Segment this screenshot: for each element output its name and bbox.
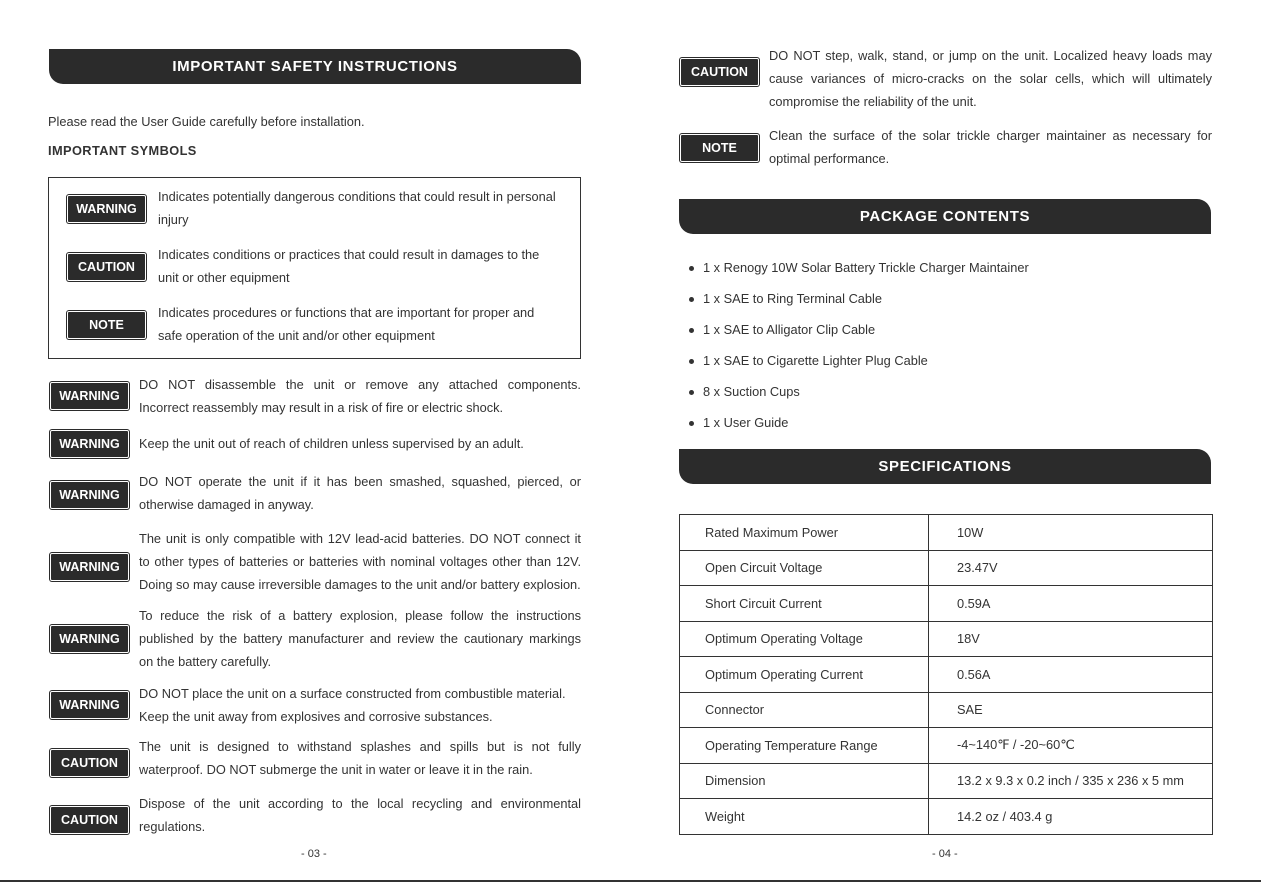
warning-label: WARNING (50, 691, 129, 719)
warning-label: WARNING (50, 382, 129, 410)
symbol-note-description: Indicates procedures or functions that are important for proper and safe operation of the unit and/or other equipment (158, 305, 535, 343)
page-number: - 04 - (932, 848, 958, 860)
intro-text: Please read the User Guide carefully before installation. (48, 114, 365, 129)
right-page (630, 0, 1261, 883)
safety-instructions-header: IMPORTANT SAFETY INSTRUCTIONS (49, 49, 581, 84)
list-item: 1 x SAE to Cigarette Lighter Plug Cable (689, 353, 1189, 384)
symbols-title: IMPORTANT SYMBOLS (48, 143, 197, 158)
instruction-text: DO NOT operate the unit if it has been smashed, squashed, pierced, or otherwise damaged in anyway. (139, 474, 581, 512)
table-row: Short Circuit Current 0.59A (680, 586, 1213, 622)
caution-notice-text: DO NOT step, walk, stand, or jump on the unit. Localized heavy loads may cause variances of micro-cracks on the solar cells, which will ultimately compromise the reliability of the unit. (769, 48, 1212, 109)
instruction-text: DO NOT place the unit on a surface constructed from combustible material. Keep the unit away from explosives and corrosive substances. (139, 686, 566, 724)
specifications-header: SPECIFICATIONS (679, 449, 1211, 484)
instruction-text: Keep the unit out of reach of children unless supervised by an adult. (139, 436, 524, 451)
instruction-text: DO NOT disassemble the unit or remove any attached components. Incorrect reassembly may result in a risk of fire or electric shock. (139, 377, 581, 415)
instruction-text: The unit is only compatible with 12V lead-acid batteries. DO NOT connect it to other types of batteries or batteries with nominal voltages other than 12V. Doing so may cause irreversible damages to the unit and/or battery explosion. (139, 531, 581, 592)
note-notice-text: Clean the surface of the solar trickle charger maintainer as necessary for optimal performance. (769, 128, 1212, 166)
list-item: 1 x Renogy 10W Solar Battery Trickle Charger Maintainer (689, 260, 1189, 291)
page-number: - 03 - (301, 848, 327, 860)
bottom-border-line (0, 880, 1261, 882)
table-row: Weight 14.2 oz / 403.4 g (680, 799, 1213, 835)
note-label: NOTE (67, 311, 146, 339)
table-row: Dimension 13.2 x 9.3 x 0.2 inch / 335 x 236 x 5 mm (680, 763, 1213, 799)
table-row: Rated Maximum Power 10W (680, 515, 1213, 551)
warning-label: WARNING (50, 625, 129, 653)
caution-label: CAUTION (680, 58, 759, 86)
caution-label: CAUTION (67, 253, 146, 281)
note-label: NOTE (680, 134, 759, 162)
package-contents-header: PACKAGE CONTENTS (679, 199, 1211, 234)
instruction-text: Dispose of the unit according to the local recycling and environmental regulations. (139, 796, 581, 834)
instruction-text: To reduce the risk of a battery explosion, please follow the instructions published by the battery manufacturer and review the cautionary markings on the battery carefully. (139, 608, 581, 669)
table-row: Open Circuit Voltage 23.47V (680, 550, 1213, 586)
list-item: 1 x User Guide (689, 415, 1189, 446)
instruction-text: The unit is designed to withstand splashes and spills but is not fully waterproof. DO NOT submerge the unit in water or leave it in the rain. (139, 739, 581, 777)
list-item: 1 x SAE to Alligator Clip Cable (689, 322, 1189, 353)
table-row: Operating Temperature Range -4~140℉ / -20~60℃ (680, 728, 1213, 764)
left-page (0, 0, 630, 883)
package-contents-list (689, 260, 1189, 446)
table-row: Optimum Operating Voltage 18V (680, 621, 1213, 657)
symbol-caution-description: Indicates conditions or practices that could result in damages to the unit or other equipment (158, 247, 540, 285)
table-row: Optimum Operating Current 0.56A (680, 657, 1213, 693)
list-item: 8 x Suction Cups (689, 384, 1189, 415)
specifications-table (679, 514, 1213, 835)
caution-label: CAUTION (50, 806, 129, 834)
symbol-warning-description: Indicates potentially dangerous conditions that could result in personal injury (158, 189, 556, 227)
caution-label: CAUTION (50, 749, 129, 777)
warning-label: WARNING (67, 195, 146, 223)
warning-label: WARNING (50, 553, 129, 581)
warning-label: WARNING (50, 481, 129, 509)
list-item: 1 x SAE to Ring Terminal Cable (689, 291, 1189, 322)
warning-label: WARNING (50, 430, 129, 458)
table-row: Connector SAE (680, 692, 1213, 728)
